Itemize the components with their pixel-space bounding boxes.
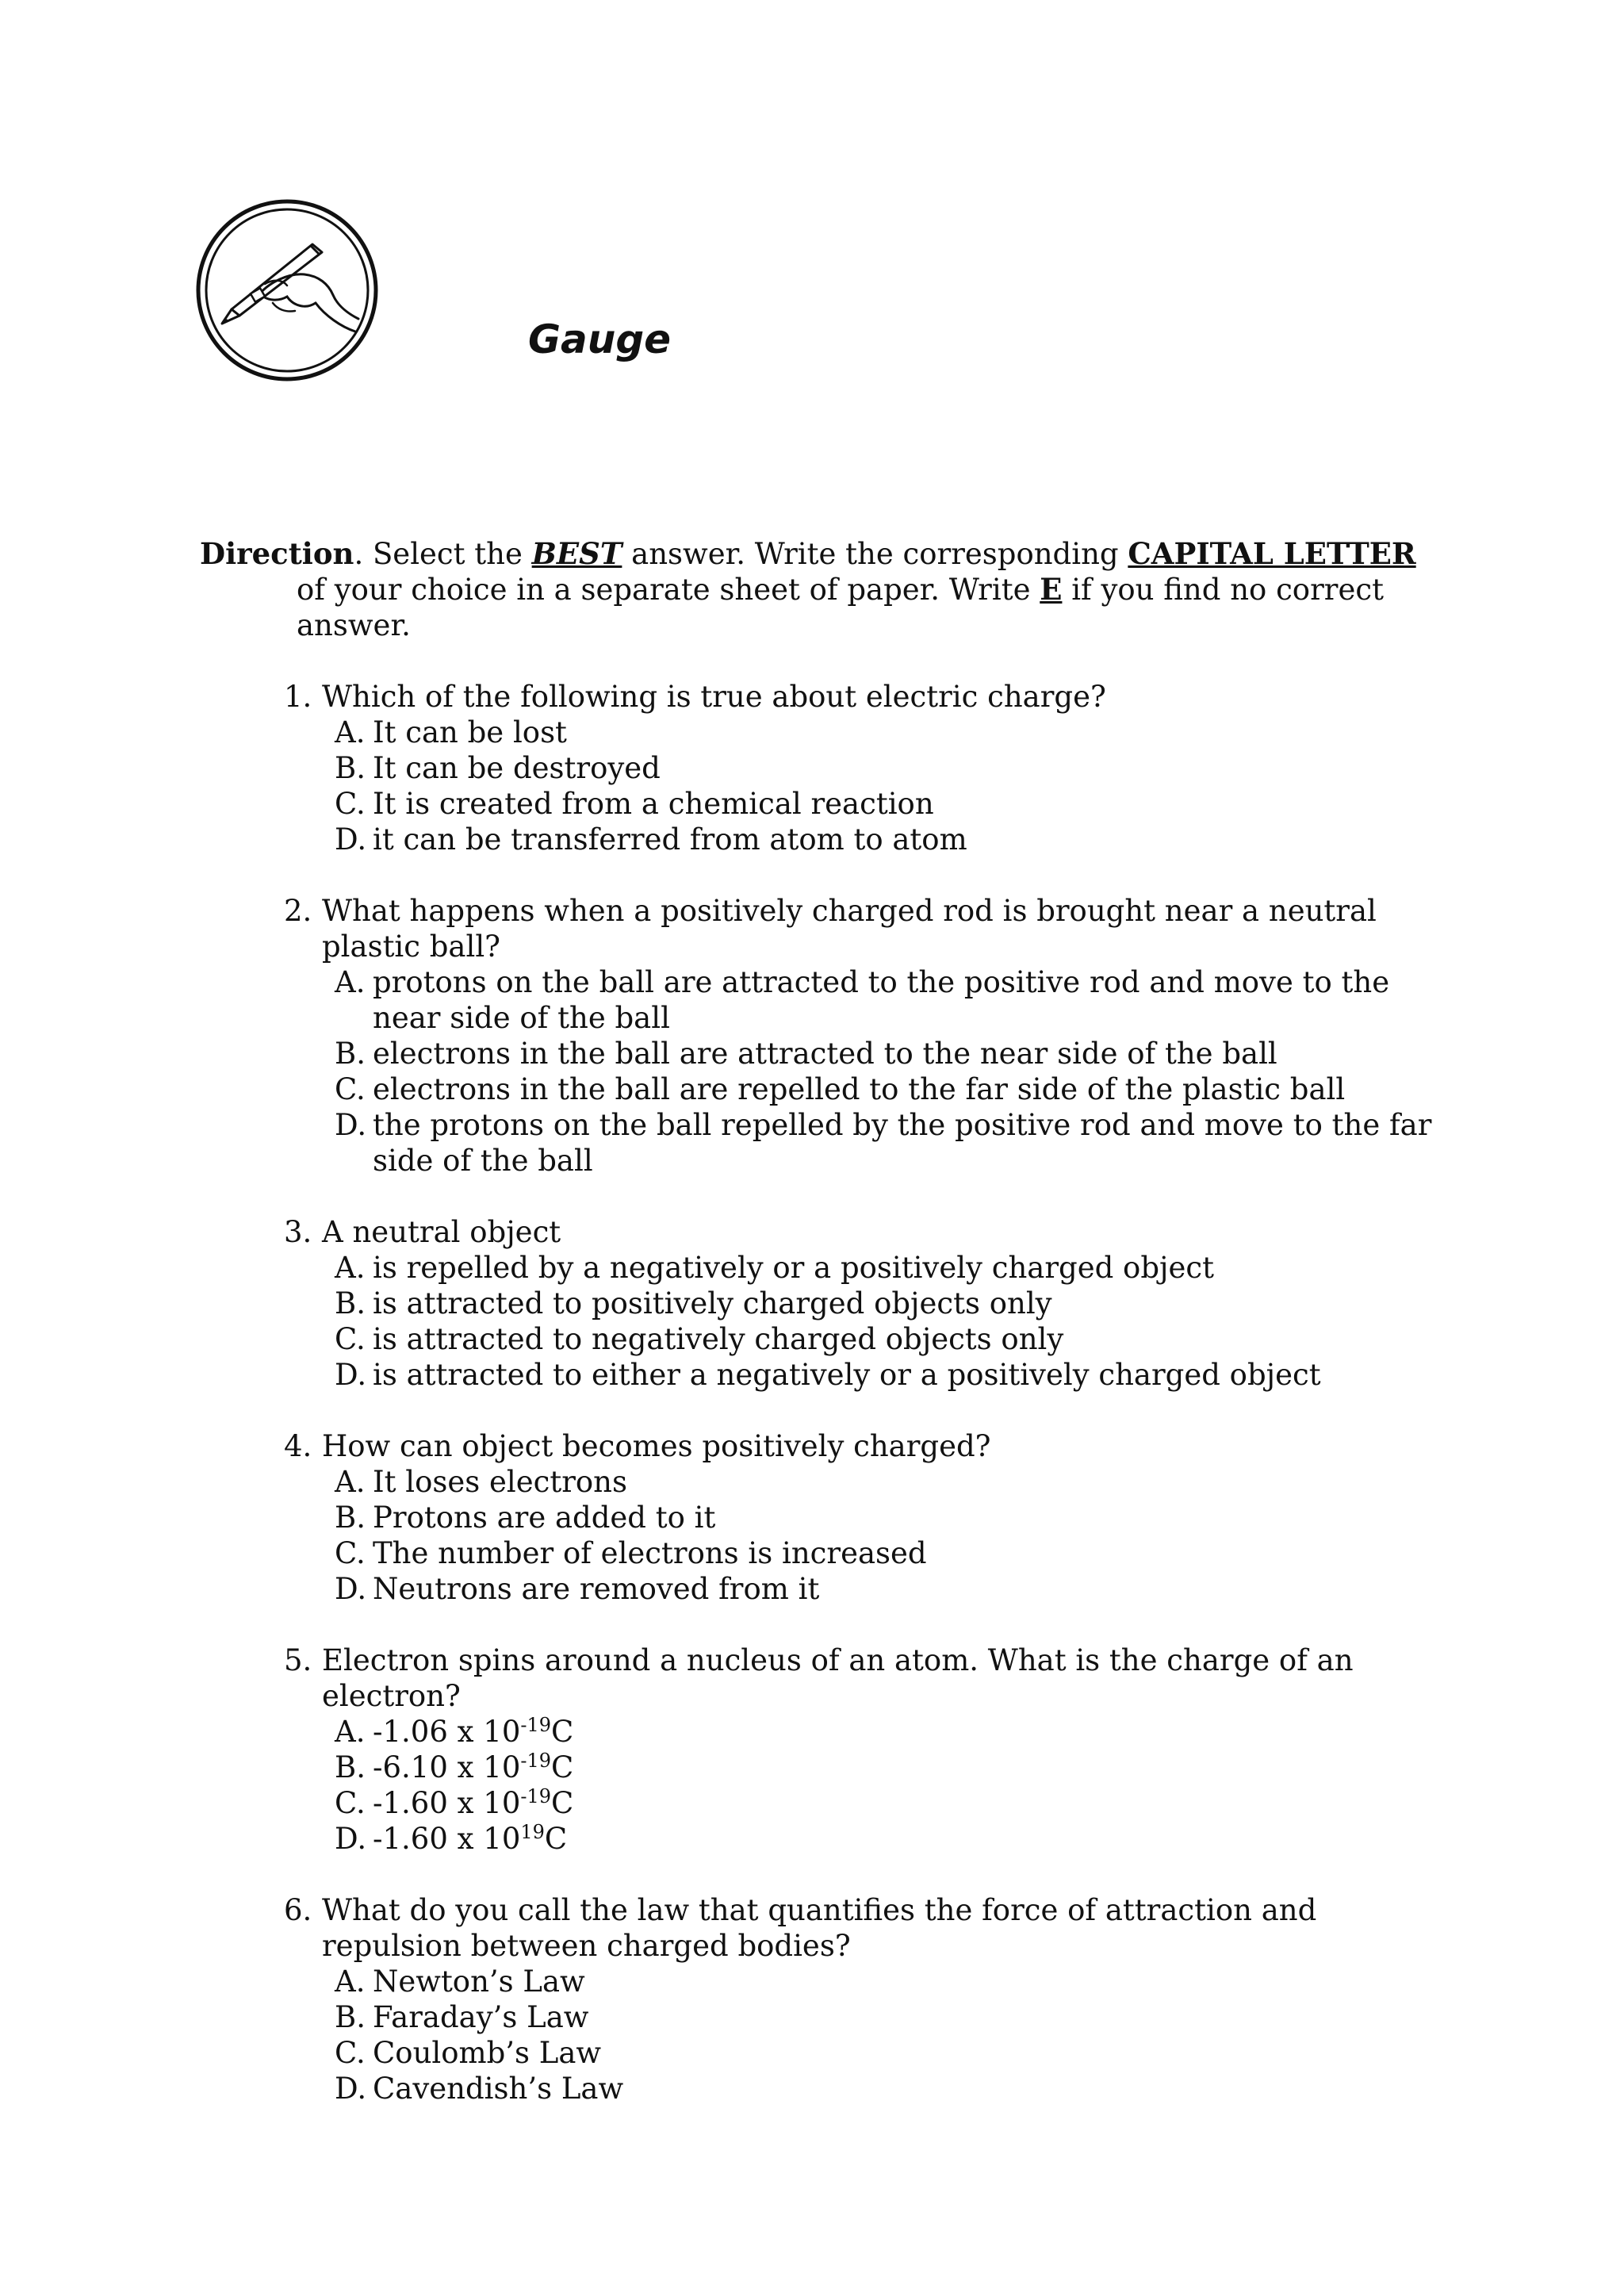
choice-c: [335, 1785, 1442, 1821]
question-text: What happens when a positively charged rod is brought near a neutral plastic ball?: [322, 894, 1377, 964]
choice-a: [335, 964, 1442, 1036]
question-1: [284, 679, 1442, 857]
choice-a: [335, 1964, 1442, 1999]
question-number: 1.: [284, 680, 312, 714]
choice-letter: C.: [335, 1536, 366, 1570]
charge-value: -1.06 x 10: [373, 1715, 521, 1749]
question-number: 5.: [284, 1643, 312, 1677]
choice-a: [335, 1464, 1442, 1500]
question-number: 4.: [284, 1429, 312, 1463]
emphasis-letter-e: E: [1040, 572, 1063, 607]
choice-a: [335, 1714, 1442, 1750]
choice-text: is attracted to positively charged objects only: [373, 1286, 1052, 1320]
choice-c: [335, 1535, 1442, 1571]
choice-letter: D.: [335, 822, 367, 857]
choice-letter: B.: [335, 1037, 366, 1071]
choice-text: Neutrons are removed from it: [373, 1572, 820, 1606]
choice-b: [335, 1286, 1442, 1321]
direction-label: Direction: [200, 536, 354, 571]
choice-letter: A.: [335, 1465, 366, 1499]
choice-b: [335, 1500, 1442, 1535]
emphasis-capital-letter: CAPITAL LETTER: [1128, 536, 1416, 571]
choice-text: Cavendish’s Law: [373, 2072, 624, 2106]
direction-text: of your choice in a separate sheet of paper. Write: [297, 573, 1040, 607]
question-stem: [284, 893, 1442, 964]
question-4: [284, 1428, 1442, 1607]
question-text: Electron spins around a nucleus of an atom. What is the charge of an electron?: [322, 1643, 1354, 1713]
choice-text: the protons on the ball repelled by the positive rod and move to the far side of the ball: [373, 1108, 1432, 1178]
choice-letter: D.: [335, 1358, 367, 1392]
charge-exponent: 19: [520, 1821, 545, 1843]
choice-d: [335, 2071, 1442, 2106]
choice-text: Faraday’s Law: [373, 2000, 589, 2034]
charge-value: -1.60 x 10: [373, 1786, 521, 1820]
choice-c: [335, 1071, 1442, 1107]
choice-text: is repelled by a negatively or a positively charged object: [373, 1251, 1214, 1285]
choice-b: [335, 1999, 1442, 2035]
choice-text: electrons in the ball are attracted to the near side of the ball: [373, 1037, 1277, 1071]
choice-list: [284, 1714, 1442, 1857]
choice-text: It loses electrons: [373, 1465, 627, 1499]
charge-exponent: -19: [520, 1714, 552, 1736]
choice-text: It can be destroyed: [373, 751, 661, 785]
question-5: [284, 1642, 1442, 1857]
question-text: How can object becomes positively charged?: [322, 1429, 991, 1463]
choice-d: [335, 1357, 1442, 1393]
choice-text: It is created from a chemical reaction: [373, 787, 934, 821]
choice-c: [335, 2035, 1442, 2071]
question-text: Which of the following is true about electric charge?: [322, 680, 1106, 714]
choice-d: [335, 822, 1442, 857]
choice-letter: C.: [335, 787, 366, 821]
page-title: Gauge: [528, 316, 672, 362]
choice-list: [284, 1250, 1442, 1393]
direction-text: if you find no correct answer.: [297, 573, 1384, 642]
charge-unit: C: [551, 1715, 574, 1749]
charge-value: -1.60 x 10: [373, 1822, 521, 1856]
choice-letter: D.: [335, 2072, 367, 2106]
choice-list: [284, 1964, 1442, 2106]
choice-letter: C.: [335, 2036, 366, 2070]
choice-text: is attracted to either a negatively or a positively charged object: [373, 1358, 1321, 1392]
choice-letter: C.: [335, 1072, 366, 1106]
choice-d: [335, 1821, 1442, 1857]
choice-text: Coulomb’s Law: [373, 2036, 602, 2070]
choice-d: [335, 1107, 1442, 1179]
question-list: [284, 679, 1442, 2142]
choice-letter: B.: [335, 1286, 366, 1320]
choice-letter: B.: [335, 751, 366, 785]
choice-a: [335, 715, 1442, 750]
choice-letter: D.: [335, 1108, 367, 1142]
choice-letter: A.: [335, 1715, 366, 1749]
choice-letter: D.: [335, 1822, 367, 1856]
choice-text: Newton’s Law: [373, 1964, 585, 1999]
choice-c: [335, 1321, 1442, 1357]
choice-text: The number of electrons is increased: [373, 1536, 927, 1570]
choice-letter: B.: [335, 2000, 366, 2034]
choice-letter: A.: [335, 715, 366, 749]
choice-b: [335, 1036, 1442, 1071]
choice-text: electrons in the ball are repelled to the far side of the plastic ball: [373, 1072, 1346, 1106]
question-stem: [284, 1214, 1442, 1250]
choice-text: It can be lost: [373, 715, 567, 749]
direction-paragraph: [200, 536, 1437, 643]
choice-letter: B.: [335, 1750, 366, 1784]
question-number: 6.: [284, 1893, 312, 1927]
hand-writing-with-pencil-icon: [193, 197, 381, 384]
choice-text: is attracted to negatively charged objects only: [373, 1322, 1064, 1356]
choice-letter: A.: [335, 1964, 366, 1999]
charge-unit: C: [551, 1786, 574, 1820]
charge-unit: C: [544, 1822, 568, 1856]
direction-text: . Select the: [354, 537, 532, 571]
choice-letter: A.: [335, 965, 366, 999]
charge-exponent: -19: [520, 1750, 552, 1772]
question-2: [284, 893, 1442, 1179]
question-text: A neutral object: [322, 1215, 561, 1249]
choice-a: [335, 1250, 1442, 1286]
question-6: [284, 1892, 1442, 2106]
choice-letter: C.: [335, 1322, 366, 1356]
choice-text: protons on the ball are attracted to the positive rod and move to the near side of the ball: [373, 965, 1390, 1035]
choice-list: [284, 715, 1442, 857]
question-number: 3.: [284, 1215, 312, 1249]
choice-list: [284, 1464, 1442, 1607]
choice-letter: C.: [335, 1786, 366, 1820]
charge-unit: C: [551, 1750, 574, 1784]
emphasis-best: BEST: [531, 536, 622, 571]
question-stem: [284, 679, 1442, 715]
choice-letter: A.: [335, 1251, 366, 1285]
question-stem: [284, 1892, 1442, 1964]
question-stem: [284, 1642, 1442, 1714]
choice-c: [335, 786, 1442, 822]
choice-b: [335, 750, 1442, 786]
charge-value: -6.10 x 10: [373, 1750, 521, 1784]
question-3: [284, 1214, 1442, 1393]
choice-letter: B.: [335, 1501, 366, 1535]
choice-d: [335, 1571, 1442, 1607]
charge-exponent: -19: [520, 1785, 552, 1807]
choice-text: Protons are added to it: [373, 1501, 716, 1535]
choice-letter: D.: [335, 1572, 367, 1606]
choice-list: [284, 964, 1442, 1179]
question-text: What do you call the law that quantifies the force of attraction and repulsion between charged bodies?: [322, 1893, 1317, 1963]
direction-text: answer. Write the corresponding: [622, 537, 1128, 571]
choice-text: it can be transferred from atom to atom: [373, 822, 967, 857]
question-stem: [284, 1428, 1442, 1464]
question-number: 2.: [284, 894, 312, 928]
choice-b: [335, 1750, 1442, 1785]
